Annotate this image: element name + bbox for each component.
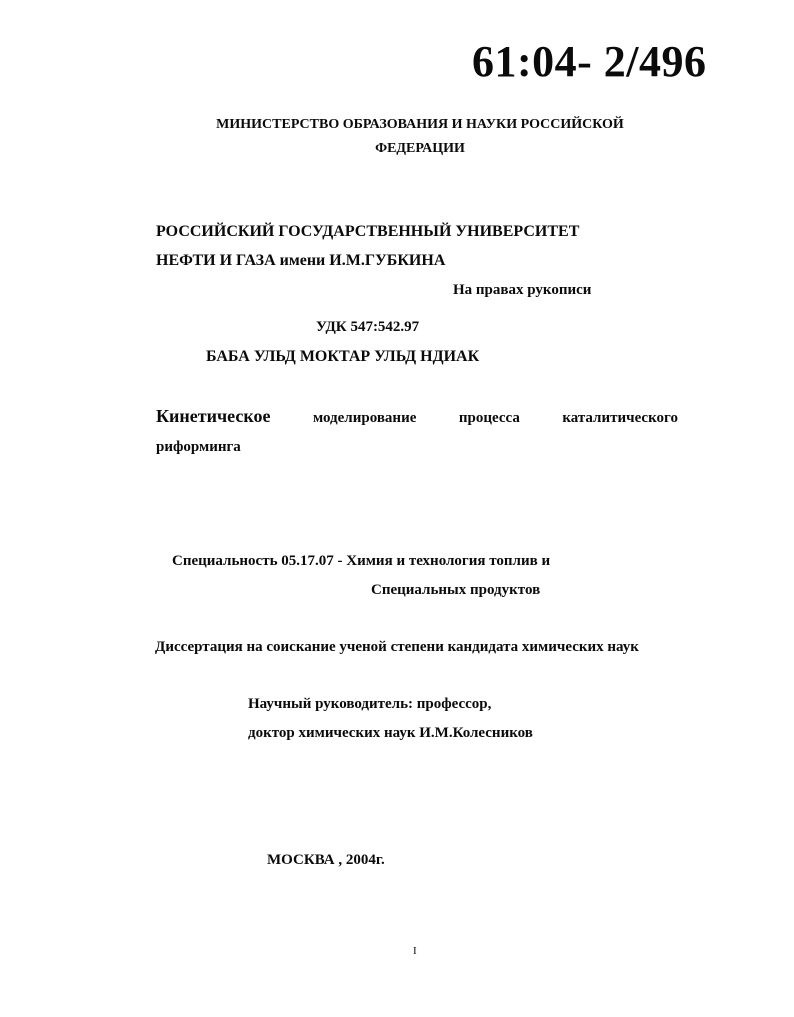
supervisor-line-2: доктор химических наук И.М.Колесников <box>248 725 533 741</box>
ministry-name-line-1: МИНИСТЕРСТВО ОБРАЗОВАНИЯ И НАУКИ РОССИЙСКОЙ <box>216 117 624 132</box>
udk-code: УДК 547:542.97 <box>316 319 420 335</box>
page-number: I <box>413 945 417 957</box>
archive-stamp: 61:04- 2/496 <box>472 37 707 86</box>
title-word: процесса <box>458 410 520 426</box>
dissertation-title-line-2: риформинга <box>156 439 241 455</box>
degree-statement: Диссертация на соискание ученой степени кандидата химических наук <box>155 639 639 655</box>
supervisor-line-1: Научный руководитель: профессор, <box>248 696 492 712</box>
specialty-line-1: Специальность 05.17.07 - Химия и технология топлив и <box>172 553 551 569</box>
title-word: моделирование <box>312 410 417 426</box>
dissertation-title-line-1 <box>156 406 678 427</box>
author-name: БАБА УЛЬД МОКТАР УЛЬД НДИАК <box>206 348 480 365</box>
city-year: МОСКВА , 2004г. <box>267 852 385 868</box>
title-word: каталитического <box>562 410 678 426</box>
title-word: Кинетическое <box>156 406 271 426</box>
manuscript-rights-note: На правах рукописи <box>453 282 592 298</box>
university-name-line-1: РОССИЙСКИЙ ГОСУДАРСТВЕННЫЙ УНИВЕРСИТЕТ <box>156 223 580 240</box>
specialty-line-2: Специальных продуктов <box>371 582 541 598</box>
university-name-line-2: НЕФТИ И ГАЗА имени И.М.ГУБКИНА <box>156 252 446 269</box>
ministry-name-line-2: ФЕДЕРАЦИИ <box>375 141 465 156</box>
